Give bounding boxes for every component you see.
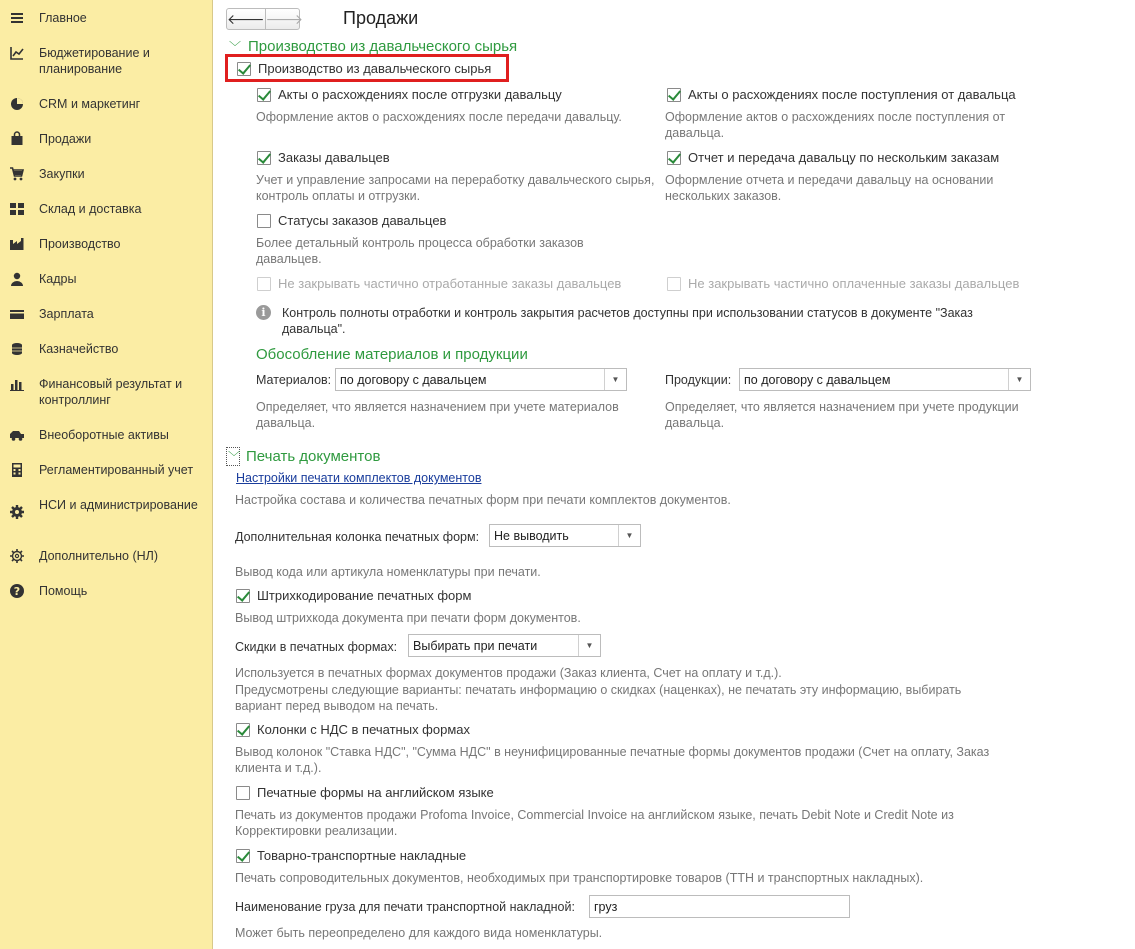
discounts-desc-2: Предусмотрены следующие варианты: печатать информацию о скидках (наценках), не печатать эту информацию, выбирать вариант перед выводом на печать. [235,683,962,713]
select-value: Не выводить [494,528,569,543]
discounts-select[interactable] [408,634,601,657]
page-title: Продажи [343,8,419,28]
forward-button[interactable]: 🡒 [265,9,304,29]
checkbox-checked[interactable] [236,589,250,603]
warehouse-grid-icon [9,201,25,217]
vat-columns-desc: Вывод колонок "Ставка НДС", "Сумма НДС" в неунифицированные печатные формы документов продажи (Счет на оплату, Заказ клиента и т.д.). [235,745,990,775]
sidebar-item-label: Главное [39,11,87,25]
products-select[interactable] [739,368,1031,391]
select-value: по договору с давальцем [340,372,487,387]
ttn-desc: Печать сопроводительных документов, необходимых при транспортировке товаров (ТТН и транспортных накладных). [235,871,924,885]
checkbox-checked[interactable] [236,723,250,737]
extra-column-label: Дополнительная колонка печатных форм: [235,530,480,544]
materials-select[interactable] [335,368,627,391]
barcode-checkbox[interactable] [236,588,471,603]
sidebar-item-main[interactable] [0,10,212,26]
dropdown-arrow-icon[interactable]: ▼ [618,525,640,546]
sidebar-item-treasury[interactable] [0,341,212,357]
sidebar-item-label: Финансовый результат и контроллинг [39,377,183,407]
no-close-paid-checkbox[interactable] [667,276,1019,291]
discounts-desc-1: Используется в печатных формах документов продажи (Заказ клиента, Счет на оплату и т.д.). [235,666,782,680]
ttn-checkbox[interactable] [236,848,466,863]
checkbox-checked[interactable] [257,151,271,165]
kit-print-settings-desc: Настройка состава и количества печатных форм при печати комплектов документов. [235,493,731,507]
discounts-label: Скидки в печатных формах: [235,640,398,654]
statuses-desc: Более детальный контроль процесса обработки заказов давальцев. [256,236,584,266]
checkbox-checked[interactable] [667,151,681,165]
checkbox-checked[interactable] [237,62,251,76]
sidebar-item-regulated-accounting[interactable] [0,462,212,478]
sidebar-item-label: Регламентированный учет [39,463,194,477]
cart-icon [9,166,25,182]
barcode-desc: Вывод штрихкода документа при печати форм документов. [235,611,581,625]
coins-icon [9,341,25,357]
no-close-processed-checkbox[interactable] [257,276,621,291]
main-content [214,0,1135,949]
calculator-icon [9,462,25,478]
sidebar-item-label: Казначейство [39,342,119,356]
gear-outline-icon [9,548,25,564]
english-forms-checkbox[interactable] [236,785,494,800]
sidebar-item-sales[interactable] [0,131,212,147]
extra-column-desc: Вывод кода или артикула номенклатуры при печати. [235,565,541,579]
bag-icon [9,131,25,147]
checkbox-label: Акты о расхождениях после отгрузки давальцу [278,87,562,102]
acts-after-receipt-checkbox[interactable] [667,87,1016,102]
acts-after-shipment-desc: Оформление актов о расхождениях после передачи давальцу. [256,110,622,124]
sidebar-item-salary[interactable] [0,306,212,322]
svg-text:?: ? [13,585,21,598]
sidebar-item-help[interactable] [0,583,212,599]
report-multi-checkbox[interactable] [667,150,999,165]
checkbox-label: Печатные формы на английском языке [257,785,494,800]
sidebar-item-label: Кадры [39,272,77,286]
checkbox-label: Заказы давальцев [278,150,390,165]
checkbox-unchecked[interactable] [236,786,250,800]
sidebar-item-label: CRM и маркетинг [39,97,141,111]
sidebar-item-budgeting[interactable] [0,45,212,77]
gear-icon [9,504,25,520]
sidebar-item-label: Внеоборотные активы [39,428,169,442]
chevron-down-icon: ﹀ [228,40,241,54]
truck-icon [9,427,25,443]
checkbox-label: Отчет и передача давальцу по нескольким заказам [688,150,1000,165]
wallet-icon [9,306,25,322]
checkbox-label: Акты о расхождениях после поступления от давальца [688,87,1016,102]
bar-chart-icon [9,376,25,392]
checkbox-label: Штрихкодирование печатных форм [257,588,472,603]
printing-section-header[interactable] [226,447,380,466]
info-icon: i [256,305,271,320]
sidebar-item-label: Помощь [39,584,88,598]
chart-icon [9,45,25,61]
checkbox-checked[interactable] [257,88,271,102]
checkbox-label: Товарно-транспортные накладные [257,848,467,863]
orders-checkbox[interactable] [257,150,390,165]
kit-print-settings-link[interactable]: Настройки печати комплектов документов [236,471,482,485]
sidebar-item-financial-result[interactable] [0,376,212,408]
sidebar-item-additional[interactable] [0,548,212,564]
cargo-name-label: Наименование груза для печати транспортной накладной: [235,900,575,914]
acts-after-receipt-desc: Оформление актов о расхождениях после поступления от давальца. [665,110,1006,140]
dropdown-arrow-icon[interactable]: ▼ [604,369,626,390]
cargo-name-input[interactable]: груз [589,895,850,918]
dropdown-arrow-icon[interactable]: ▼ [578,635,600,656]
sidebar-item-label: Бюджетирование и планирование [39,46,150,76]
tolling-section-header[interactable] [228,38,517,55]
tolling-section-title: Производство из давальческого сырья [248,38,518,55]
checkbox-checked[interactable] [667,88,681,102]
sidebar-item-label: Дополнительно (НЛ) [39,549,158,563]
vat-columns-checkbox[interactable] [236,722,470,737]
pie-chart-icon [9,96,25,112]
person-icon [9,271,25,287]
english-forms-desc: Печать из документов продажи Profoma Invoice, Commercial Invoice на английском языке, печать Debit Note и Credit Note из Корректировки реализации. [235,808,954,838]
factory-icon [9,236,25,252]
back-button[interactable]: 🡐 [227,10,265,27]
history-nav [226,8,304,30]
sidebar-item-crm[interactable] [0,96,212,112]
printing-section-title: Печать документов [246,448,381,465]
sidebar-item-label: Зарплата [39,307,94,321]
checkbox-label: Статусы заказов давальцев [278,213,447,228]
materials-label: Материалов: [256,373,332,387]
acts-after-shipment-checkbox[interactable] [257,87,562,102]
materials-desc: Определяет, что является назначением при учете материалов давальца. [256,400,619,430]
sidebar-item-label: Закупки [39,167,85,181]
help-icon [9,583,25,599]
sidebar-item-fixed-assets[interactable] [0,427,212,443]
select-value: Выбирать при печати [413,638,538,653]
sidebar-item-admin[interactable] [0,497,212,520]
sidebar-item-label: Продажи [39,132,92,146]
info-text: Контроль полноты отработки и контроль закрытия расчетов доступны при использовании статусов в документе "Заказ давальца". [282,306,973,336]
sidebar-item-production[interactable] [0,236,212,252]
sidebar-item-warehouse[interactable] [0,201,212,217]
products-desc: Определяет, что является назначением при учете продукции давальца. [665,400,1019,430]
sidebar-item-purchases[interactable] [0,166,212,182]
select-value: по договору с давальцем [744,372,891,387]
checkbox-label: Колонки с НДС в печатных формах [257,722,471,737]
products-label: Продукции: [665,373,732,387]
checkbox-label: Не закрывать частично оплаченные заказы давальцев [688,276,1020,291]
orders-desc: Учет и управление запросами на переработку давальческого сырья, контроль оплаты и отгрузки. [256,173,655,203]
sidebar-item-label: Производство [39,237,121,251]
menu-lines-icon [9,10,25,26]
checkbox-checked[interactable] [236,849,250,863]
sidebar-item-label: НСИ и администрирование [39,498,198,512]
checkbox-label: Производство из давальческого сырья [258,61,492,76]
statuses-checkbox[interactable] [257,213,446,228]
report-multi-desc: Оформление отчета и передачи давальцу на основании нескольких заказов. [665,173,994,203]
chevron-down-icon: ﹀ [226,447,240,466]
sidebar [0,0,213,949]
checkbox-disabled[interactable] [257,277,271,291]
sidebar-item-label: Склад и доставка [39,202,142,216]
dropdown-arrow-icon[interactable]: ▼ [1008,369,1030,390]
sidebar-item-hr[interactable] [0,271,212,287]
tolling-main-checkbox[interactable] [237,61,491,76]
checkbox-unchecked[interactable] [257,214,271,228]
separation-subtitle: Обособление материалов и продукции [256,346,528,363]
checkbox-disabled[interactable] [667,277,681,291]
checkbox-label: Не закрывать частично отработанные заказы давальцев [278,276,622,291]
extra-column-select[interactable] [489,524,641,547]
cargo-name-desc: Может быть переопределено для каждого вида номенклатуры. [235,926,603,940]
